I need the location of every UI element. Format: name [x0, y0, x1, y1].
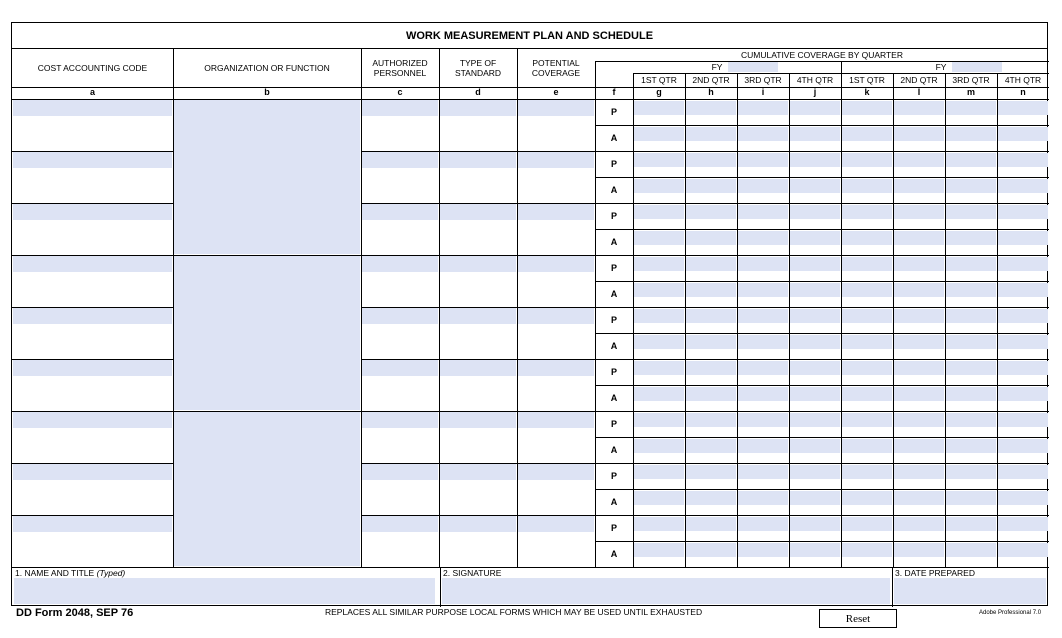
column-letter-g: g — [656, 87, 662, 97]
actual-coverage-input[interactable] — [634, 387, 684, 401]
actual-coverage-input[interactable] — [842, 179, 892, 193]
potential-coverage-input[interactable] — [518, 152, 594, 168]
header-potential-coverage: POTENTIAL COVERAGE — [531, 58, 581, 78]
planned-coverage-input[interactable] — [998, 361, 1048, 375]
row-label-planned: P — [610, 367, 617, 377]
planned-coverage-input[interactable] — [634, 309, 684, 323]
authorized-personnel-input[interactable] — [362, 464, 438, 480]
type-of-standard-input[interactable] — [440, 516, 516, 532]
planned-coverage-input[interactable] — [894, 309, 944, 323]
actual-coverage-input[interactable] — [738, 543, 788, 557]
actual-coverage-input[interactable] — [686, 127, 736, 141]
pa-divider — [595, 333, 1049, 334]
header-type-of-standard: TYPE OF STANDARD — [454, 58, 502, 78]
signature-input[interactable] — [442, 578, 890, 604]
name-title-note: (Typed) — [96, 568, 126, 578]
authorized-personnel-input[interactable] — [362, 360, 438, 376]
authorized-personnel-input[interactable] — [362, 516, 438, 532]
row-label-actual: A — [610, 289, 618, 299]
planned-coverage-input[interactable] — [998, 465, 1048, 479]
cost-code-input[interactable] — [13, 152, 172, 168]
type-of-standard-input[interactable] — [440, 152, 516, 168]
planned-coverage-input[interactable] — [946, 205, 996, 219]
planned-coverage-input[interactable] — [998, 517, 1048, 531]
actual-coverage-input[interactable] — [738, 439, 788, 453]
quarter-header: 3RD QTR — [744, 75, 782, 85]
cost-code-input[interactable] — [13, 360, 172, 376]
planned-coverage-input[interactable] — [686, 153, 736, 167]
planned-coverage-input[interactable] — [738, 205, 788, 219]
organization-input[interactable] — [174, 256, 360, 410]
name-title-input[interactable] — [14, 578, 435, 604]
actual-coverage-input[interactable] — [686, 179, 736, 193]
planned-coverage-input[interactable] — [894, 361, 944, 375]
planned-coverage-input[interactable] — [842, 153, 892, 167]
actual-coverage-input[interactable] — [946, 387, 996, 401]
actual-coverage-input[interactable] — [894, 231, 944, 245]
planned-coverage-input[interactable] — [790, 517, 840, 531]
column-letter-a: a — [89, 87, 95, 97]
planned-coverage-input[interactable] — [634, 517, 684, 531]
actual-coverage-input[interactable] — [790, 387, 840, 401]
row-label-actual: A — [610, 341, 618, 351]
date-prepared-label: 3. DATE PREPARED — [895, 568, 975, 578]
actual-coverage-input[interactable] — [894, 127, 944, 141]
quarter-header: 4TH QTR — [1004, 75, 1042, 85]
actual-coverage-input[interactable] — [998, 335, 1048, 349]
actual-coverage-input[interactable] — [946, 439, 996, 453]
cost-code-input[interactable] — [13, 516, 172, 532]
fy-input-2[interactable] — [952, 62, 1002, 72]
actual-coverage-input[interactable] — [946, 543, 996, 557]
planned-coverage-input[interactable] — [998, 309, 1048, 323]
cost-code-input[interactable] — [13, 100, 172, 116]
actual-coverage-input[interactable] — [894, 387, 944, 401]
actual-coverage-input[interactable] — [998, 543, 1048, 557]
planned-coverage-input[interactable] — [790, 101, 840, 115]
actual-coverage-input[interactable] — [894, 179, 944, 193]
software-note: Adobe Professional 7.0 — [979, 610, 1042, 616]
actual-coverage-input[interactable] — [738, 179, 788, 193]
actual-coverage-input[interactable] — [842, 543, 892, 557]
actual-coverage-input[interactable] — [998, 491, 1048, 505]
form-title: WORK MEASUREMENT PLAN AND SCHEDULE — [12, 23, 1047, 49]
actual-coverage-input[interactable] — [686, 231, 736, 245]
actual-coverage-input[interactable] — [686, 543, 736, 557]
potential-coverage-input[interactable] — [518, 256, 594, 272]
row-label-actual: A — [610, 133, 618, 143]
column-letter-d: d — [475, 87, 481, 97]
quarter-header: 1ST QTR — [849, 75, 885, 85]
planned-coverage-input[interactable] — [946, 361, 996, 375]
actual-coverage-input[interactable] — [894, 283, 944, 297]
actual-coverage-input[interactable] — [790, 283, 840, 297]
cost-code-input[interactable] — [13, 308, 172, 324]
planned-coverage-input[interactable] — [946, 257, 996, 271]
planned-coverage-input[interactable] — [738, 257, 788, 271]
quarter-header: 3RD QTR — [952, 75, 990, 85]
planned-coverage-input[interactable] — [946, 517, 996, 531]
potential-coverage-input[interactable] — [518, 308, 594, 324]
actual-coverage-input[interactable] — [946, 491, 996, 505]
planned-coverage-input[interactable] — [842, 413, 892, 427]
potential-coverage-input[interactable] — [518, 412, 594, 428]
cost-code-input[interactable] — [13, 412, 172, 428]
authorized-personnel-input[interactable] — [362, 308, 438, 324]
actual-coverage-input[interactable] — [634, 491, 684, 505]
type-of-standard-input[interactable] — [440, 204, 516, 220]
fy-label-1: FY — [711, 62, 723, 72]
organization-input[interactable] — [174, 412, 360, 566]
actual-coverage-input[interactable] — [946, 231, 996, 245]
planned-coverage-input[interactable] — [686, 101, 736, 115]
planned-coverage-input[interactable] — [998, 153, 1048, 167]
planned-coverage-input[interactable] — [634, 465, 684, 479]
planned-coverage-input[interactable] — [894, 205, 944, 219]
quarter-header: 4TH QTR — [796, 75, 834, 85]
planned-coverage-input[interactable] — [946, 101, 996, 115]
planned-coverage-input[interactable] — [686, 465, 736, 479]
actual-coverage-input[interactable] — [634, 283, 684, 297]
planned-coverage-input[interactable] — [738, 465, 788, 479]
planned-coverage-input[interactable] — [686, 257, 736, 271]
planned-coverage-input[interactable] — [790, 153, 840, 167]
actual-coverage-input[interactable] — [686, 491, 736, 505]
row-label-actual: A — [610, 497, 618, 507]
header-cumulative-coverage: CUMULATIVE COVERAGE BY QUARTER — [740, 50, 903, 60]
potential-coverage-input[interactable] — [518, 100, 594, 116]
planned-coverage-input[interactable] — [686, 413, 736, 427]
planned-coverage-input[interactable] — [894, 257, 944, 271]
planned-coverage-input[interactable] — [894, 153, 944, 167]
planned-coverage-input[interactable] — [946, 413, 996, 427]
quarter-header: 1ST QTR — [641, 75, 677, 85]
authorized-personnel-input[interactable] — [362, 412, 438, 428]
planned-coverage-input[interactable] — [790, 309, 840, 323]
signature-label: 2. SIGNATURE — [443, 568, 502, 578]
pa-divider — [595, 385, 1049, 386]
planned-coverage-input[interactable] — [686, 517, 736, 531]
planned-coverage-input[interactable] — [842, 309, 892, 323]
authorized-personnel-input[interactable] — [362, 152, 438, 168]
planned-coverage-input[interactable] — [686, 205, 736, 219]
type-of-standard-input[interactable] — [440, 100, 516, 116]
row-label-planned: P — [610, 107, 617, 117]
planned-coverage-input[interactable] — [634, 101, 684, 115]
planned-coverage-input[interactable] — [998, 205, 1048, 219]
actual-coverage-input[interactable] — [634, 179, 684, 193]
planned-coverage-input[interactable] — [634, 361, 684, 375]
actual-coverage-input[interactable] — [686, 283, 736, 297]
actual-coverage-input[interactable] — [894, 491, 944, 505]
planned-coverage-input[interactable] — [842, 205, 892, 219]
planned-coverage-input[interactable] — [790, 205, 840, 219]
actual-coverage-input[interactable] — [738, 335, 788, 349]
column-letter-k: k — [864, 87, 870, 97]
actual-coverage-input[interactable] — [842, 335, 892, 349]
row-label-planned: P — [610, 523, 617, 533]
row-label-actual: A — [610, 393, 618, 403]
planned-coverage-input[interactable] — [634, 153, 684, 167]
actual-coverage-input[interactable] — [894, 543, 944, 557]
quarter-header: 2ND QTR — [692, 75, 730, 85]
planned-coverage-input[interactable] — [998, 101, 1048, 115]
name-title-text: 1. NAME AND TITLE — [15, 568, 95, 578]
replaces-note: REPLACES ALL SIMILAR PURPOSE LOCAL FORMS WHICH MAY BE USED UNTIL EXHAUSTED — [325, 607, 703, 617]
planned-coverage-input[interactable] — [998, 257, 1048, 271]
planned-coverage-input[interactable] — [842, 517, 892, 531]
column-letter-f: f — [612, 87, 616, 97]
type-of-standard-input[interactable] — [440, 464, 516, 480]
actual-coverage-input[interactable] — [946, 335, 996, 349]
planned-coverage-input[interactable] — [790, 361, 840, 375]
actual-coverage-input[interactable] — [790, 439, 840, 453]
planned-coverage-input[interactable] — [790, 413, 840, 427]
header-organization: ORGANIZATION OR FUNCTION — [204, 63, 330, 73]
actual-coverage-input[interactable] — [998, 231, 1048, 245]
actual-coverage-input[interactable] — [946, 127, 996, 141]
planned-coverage-input[interactable] — [634, 205, 684, 219]
planned-coverage-input[interactable] — [738, 517, 788, 531]
actual-coverage-input[interactable] — [946, 283, 996, 297]
actual-coverage-input[interactable] — [634, 335, 684, 349]
actual-coverage-input[interactable] — [686, 387, 736, 401]
actual-coverage-input[interactable] — [946, 179, 996, 193]
type-of-standard-input[interactable] — [440, 308, 516, 324]
actual-coverage-input[interactable] — [842, 491, 892, 505]
footer-divider — [892, 567, 893, 607]
actual-coverage-input[interactable] — [894, 335, 944, 349]
planned-coverage-input[interactable] — [894, 413, 944, 427]
actual-coverage-input[interactable] — [790, 335, 840, 349]
planned-coverage-input[interactable] — [842, 257, 892, 271]
actual-coverage-input[interactable] — [998, 179, 1048, 193]
actual-coverage-input[interactable] — [738, 127, 788, 141]
authorized-personnel-input[interactable] — [362, 100, 438, 116]
pa-divider — [595, 177, 1049, 178]
actual-coverage-input[interactable] — [790, 231, 840, 245]
footer-divider — [440, 567, 441, 607]
actual-coverage-input[interactable] — [790, 127, 840, 141]
planned-coverage-input[interactable] — [738, 101, 788, 115]
planned-coverage-input[interactable] — [634, 413, 684, 427]
planned-coverage-input[interactable] — [790, 257, 840, 271]
potential-coverage-input[interactable] — [518, 204, 594, 220]
planned-coverage-input[interactable] — [842, 465, 892, 479]
planned-coverage-input[interactable] — [790, 465, 840, 479]
actual-coverage-input[interactable] — [634, 439, 684, 453]
actual-coverage-input[interactable] — [738, 491, 788, 505]
actual-coverage-input[interactable] — [842, 439, 892, 453]
actual-coverage-input[interactable] — [686, 439, 736, 453]
planned-coverage-input[interactable] — [946, 309, 996, 323]
row-label-planned: P — [610, 471, 617, 481]
column-letter-i: i — [761, 87, 765, 97]
type-of-standard-input[interactable] — [440, 360, 516, 376]
column-letter-j: j — [813, 87, 817, 97]
planned-coverage-input[interactable] — [946, 153, 996, 167]
row-label-actual: A — [610, 185, 618, 195]
row-label-planned: P — [610, 263, 617, 273]
row-label-planned: P — [610, 315, 617, 325]
reset-button[interactable]: Reset — [819, 609, 897, 628]
planned-coverage-input[interactable] — [946, 465, 996, 479]
planned-coverage-input[interactable] — [842, 101, 892, 115]
row-label-planned: P — [610, 211, 617, 221]
actual-coverage-input[interactable] — [842, 231, 892, 245]
name-title-label — [15, 568, 125, 578]
row-label-actual: A — [610, 237, 618, 247]
column-letter-n: n — [1020, 87, 1026, 97]
actual-coverage-input[interactable] — [634, 127, 684, 141]
planned-coverage-input[interactable] — [634, 257, 684, 271]
actual-coverage-input[interactable] — [842, 283, 892, 297]
actual-coverage-input[interactable] — [738, 387, 788, 401]
potential-coverage-input[interactable] — [518, 360, 594, 376]
planned-coverage-input[interactable] — [686, 309, 736, 323]
pa-divider — [595, 489, 1049, 490]
column-letter-l: l — [917, 87, 921, 97]
pa-divider — [595, 437, 1049, 438]
planned-coverage-input[interactable] — [686, 361, 736, 375]
fy-label-2: FY — [935, 62, 947, 72]
form-number: DD Form 2048, SEP 76 — [16, 607, 134, 619]
column-letter-c: c — [397, 87, 403, 97]
actual-coverage-input[interactable] — [998, 127, 1048, 141]
row-label-actual: A — [610, 549, 618, 559]
header-divider — [595, 61, 1049, 62]
actual-coverage-input[interactable] — [686, 335, 736, 349]
planned-coverage-input[interactable] — [738, 309, 788, 323]
authorized-personnel-input[interactable] — [362, 256, 438, 272]
potential-coverage-input[interactable] — [518, 464, 594, 480]
authorized-personnel-input[interactable] — [362, 204, 438, 220]
actual-coverage-input[interactable] — [998, 387, 1048, 401]
pa-divider — [595, 281, 1049, 282]
actual-coverage-input[interactable] — [842, 387, 892, 401]
planned-coverage-input[interactable] — [738, 413, 788, 427]
cost-code-input[interactable] — [13, 204, 172, 220]
actual-coverage-input[interactable] — [790, 491, 840, 505]
row-label-planned: P — [610, 419, 617, 429]
actual-coverage-input[interactable] — [634, 231, 684, 245]
column-divider — [841, 61, 842, 73]
actual-coverage-input[interactable] — [738, 283, 788, 297]
row-label-planned: P — [610, 159, 617, 169]
planned-coverage-input[interactable] — [894, 101, 944, 115]
header-cost-code: COST ACCOUNTING CODE — [37, 63, 148, 73]
actual-coverage-input[interactable] — [842, 127, 892, 141]
type-of-standard-input[interactable] — [440, 412, 516, 428]
grid-bottom — [12, 567, 1049, 568]
planned-coverage-input[interactable] — [738, 361, 788, 375]
pa-divider — [595, 229, 1049, 230]
column-letter-m: m — [966, 87, 975, 97]
actual-coverage-input[interactable] — [634, 543, 684, 557]
actual-coverage-input[interactable] — [998, 283, 1048, 297]
header-authorized-personnel: AUTHORIZED PERSONNEL — [372, 58, 428, 78]
actual-coverage-input[interactable] — [998, 439, 1048, 453]
fy-input-1[interactable] — [728, 62, 778, 72]
actual-coverage-input[interactable] — [738, 231, 788, 245]
cost-code-input[interactable] — [13, 464, 172, 480]
cost-code-input[interactable] — [13, 256, 172, 272]
planned-coverage-input[interactable] — [998, 413, 1048, 427]
date-prepared-input[interactable] — [894, 578, 1046, 604]
planned-coverage-input[interactable] — [738, 153, 788, 167]
column-letter-b: b — [264, 87, 270, 97]
planned-coverage-input[interactable] — [894, 517, 944, 531]
organization-input[interactable] — [174, 100, 360, 254]
column-letter-h: h — [708, 87, 714, 97]
quarter-header: 2ND QTR — [900, 75, 938, 85]
actual-coverage-input[interactable] — [790, 543, 840, 557]
actual-coverage-input[interactable] — [894, 439, 944, 453]
potential-coverage-input[interactable] — [518, 516, 594, 532]
planned-coverage-input[interactable] — [894, 465, 944, 479]
work-measurement-form — [11, 22, 1048, 606]
column-letter-e: e — [553, 87, 559, 97]
type-of-standard-input[interactable] — [440, 256, 516, 272]
pa-divider — [595, 125, 1049, 126]
planned-coverage-input[interactable] — [842, 361, 892, 375]
pa-divider — [595, 541, 1049, 542]
row-label-actual: A — [610, 445, 618, 455]
actual-coverage-input[interactable] — [790, 179, 840, 193]
